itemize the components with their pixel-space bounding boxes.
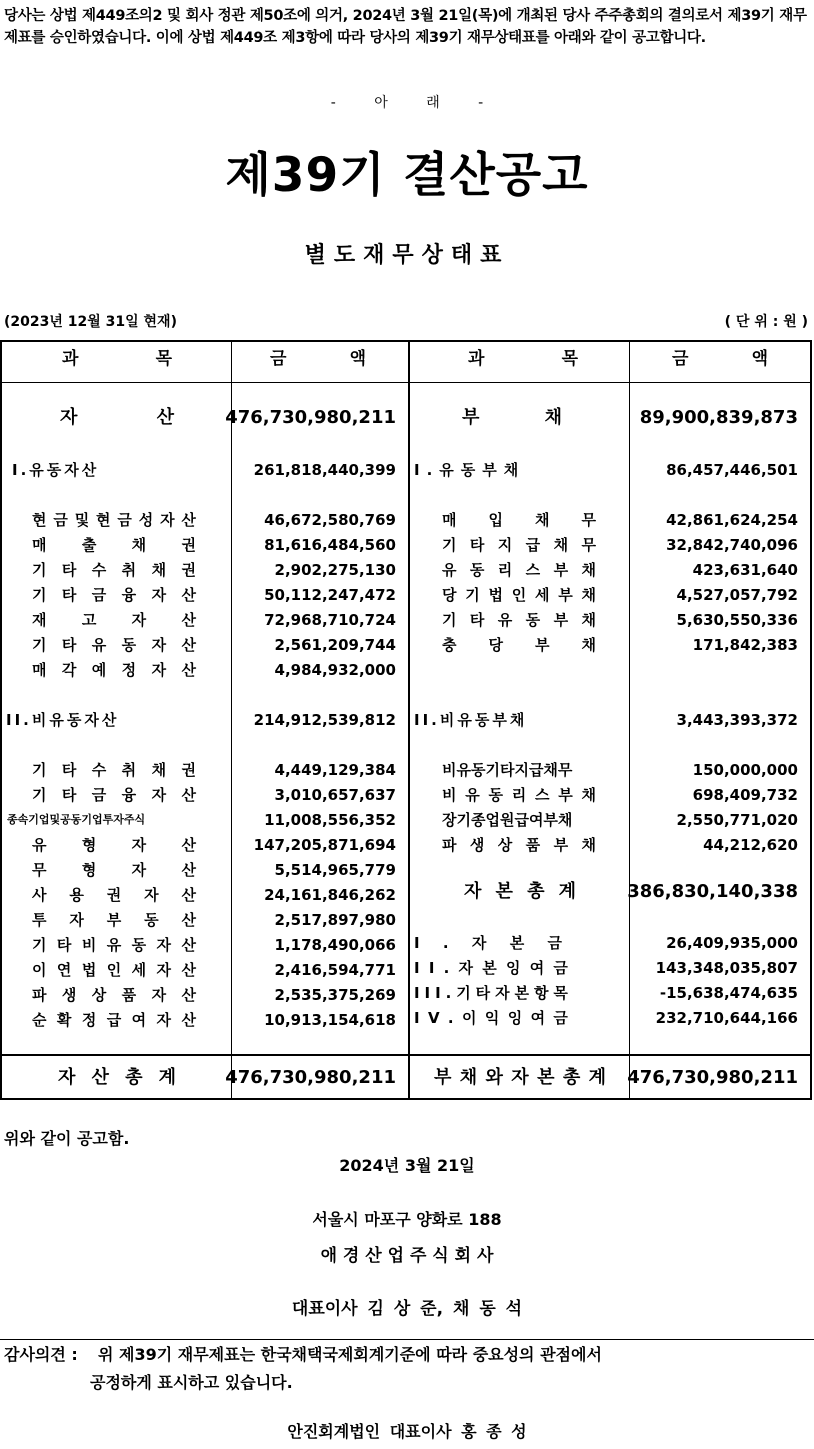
asset-item-value: 50,112,247,472 xyxy=(264,586,396,604)
column-divider xyxy=(629,342,630,1098)
liability-item-label: 기 타 유 동 부 채 xyxy=(442,611,596,629)
noncurrent-liabilities-label: II.비유동부채 xyxy=(414,711,528,729)
liability-item-value: 4,527,057,792 xyxy=(676,586,798,604)
audit-divider xyxy=(0,1339,814,1340)
asset-item-label: 기 타 비 유 동 자 산 xyxy=(32,936,196,954)
liability-item-label: 장기종업원급여부채 xyxy=(442,811,573,829)
intro-paragraph: 당사는 상법 제449조의2 및 회사 정관 제50조에 의거, 2024년 3월 21일(목)에 개최된 당사 주주총회의 결의로서 제39기 재무제표를 승인하였습니다. 이에 상법 제449조 제3항에 따라 당사의 제39기 재무상태표를 아래와 같이 공고합니다. xyxy=(4,8,807,46)
column-divider xyxy=(231,342,232,1098)
liability-item-label: 기 타 지 급 채 무 xyxy=(442,536,596,554)
liability-item-value: 42,861,624,254 xyxy=(666,511,798,529)
liability-item-label: 충 당 부 채 xyxy=(442,636,596,654)
liabilities-total: 89,900,839,873 xyxy=(639,407,798,428)
asset-item-value: 2,416,594,771 xyxy=(274,961,396,979)
equity-item-value: -15,638,474,635 xyxy=(659,984,798,1002)
asset-item-label: 기 타 수 취 채 권 xyxy=(32,761,196,779)
assets-label: 자 산 xyxy=(60,407,174,428)
liability-item-label: 비유동기타지급채무 xyxy=(442,761,573,779)
equity-label: 자 본 총 계 xyxy=(464,881,576,902)
assets-total: 476,730,980,211 xyxy=(225,407,396,428)
noncurrent-liabilities-total: 3,443,393,372 xyxy=(676,711,798,729)
asset-item-label: 종속기업및공동기업투자주식 xyxy=(7,813,146,826)
statement-subtitle: 별도재무상태표 xyxy=(304,243,510,268)
asset-item-value: 81,616,484,560 xyxy=(264,536,396,554)
asset-item-value: 2,561,209,744 xyxy=(274,636,396,654)
asset-item-label: 재 고 자 산 xyxy=(32,611,196,629)
equity-total: 386,830,140,338 xyxy=(627,881,798,902)
liabilities-equity-grand-label: 부 채 와 자 본 총 계 xyxy=(434,1067,606,1088)
asset-item-value: 46,672,580,769 xyxy=(264,511,396,529)
asset-item-label: 이 연 법 인 세 자 산 xyxy=(32,961,196,979)
asset-item-value: 2,902,275,130 xyxy=(274,561,396,579)
liability-item-value: 32,842,740,096 xyxy=(666,536,798,554)
liability-item-value: 44,212,620 xyxy=(703,836,798,854)
audit-opinion-label: 감사의견 : xyxy=(4,1345,78,1364)
right-item-header: 과 목 xyxy=(468,349,578,369)
asset-item-label: 무 형 자 산 xyxy=(32,861,196,879)
asset-item-label: 기 타 수 취 채 권 xyxy=(32,561,196,579)
liability-item-label: 매 입 채 무 xyxy=(442,511,596,529)
ceo-names: 대표이사 김 상 준, 채 동 석 xyxy=(291,1299,523,1319)
equity-item-value: 232,710,644,166 xyxy=(655,1009,798,1027)
asset-item-value: 10,913,154,618 xyxy=(264,1011,396,1029)
audit-opinion-line1: 위 제39기 재무제표는 한국채택국제회계기준에 따라 중요성의 관점에서 xyxy=(98,1345,602,1364)
date-note: (2023년 12월 31일 현재) xyxy=(4,314,177,330)
asset-item-value: 1,178,490,066 xyxy=(274,936,396,954)
liability-item-value: 5,630,550,336 xyxy=(676,611,798,629)
noncurrent-assets-total: 214,912,539,812 xyxy=(253,711,396,729)
section-marker: - 아 래 - xyxy=(330,95,484,111)
liability-item-label: 비 유 동 리 스 부 채 xyxy=(442,786,596,804)
asset-item-label: 기 타 유 동 자 산 xyxy=(32,636,196,654)
asset-item-label: 파 생 상 품 자 산 xyxy=(32,986,196,1004)
current-assets-total: 261,818,440,399 xyxy=(253,461,396,479)
announcement-date: 2024년 3월 21일 xyxy=(339,1156,475,1175)
asset-item-label: 현 금 및 현 금 성 자 산 xyxy=(32,511,196,529)
company-address: 서울시 마포구 양화로 188 xyxy=(312,1210,502,1229)
page-title: 제39기 결산공고 xyxy=(225,148,589,203)
liability-item-value: 171,842,383 xyxy=(692,636,798,654)
equity-item-label: I . 자 본 금 xyxy=(414,934,562,952)
asset-item-label: 매 각 예 정 자 산 xyxy=(32,661,196,679)
closing-statement: 위와 같이 공고함. xyxy=(4,1129,130,1148)
equity-item-label: I I I . 기 타 자 본 항 목 xyxy=(414,984,568,1002)
liabilities-equity-grand-total: 476,730,980,211 xyxy=(627,1067,798,1088)
asset-item-value: 11,008,556,352 xyxy=(264,811,396,829)
header-divider xyxy=(2,382,810,383)
unit-note: ( 단 위 : 원 ) xyxy=(724,314,808,330)
asset-item-value: 4,984,932,000 xyxy=(274,661,396,679)
asset-item-label: 기 타 금 융 자 산 xyxy=(32,586,196,604)
column-divider xyxy=(408,342,410,1098)
asset-item-value: 72,968,710,724 xyxy=(264,611,396,629)
asset-item-label: 유 형 자 산 xyxy=(32,836,196,854)
asset-item-label: 순 확 정 급 여 자 산 xyxy=(32,1011,196,1029)
noncurrent-assets-label: II.비유동자산 xyxy=(6,711,120,729)
assets-grand-total: 476,730,980,211 xyxy=(225,1067,396,1088)
asset-item-value: 2,535,375,269 xyxy=(274,986,396,1004)
asset-item-value: 147,205,871,694 xyxy=(253,836,396,854)
balance-sheet-table xyxy=(0,340,812,1100)
audit-opinion-line2: 공정하게 표시하고 있습니다. xyxy=(90,1373,293,1392)
current-liabilities-label: I.유동부채 xyxy=(414,461,526,479)
liability-item-label: 유 동 리 스 부 채 xyxy=(442,561,596,579)
asset-item-value: 3,010,657,637 xyxy=(274,786,396,804)
asset-item-label: 투 자 부 동 산 xyxy=(32,911,196,929)
equity-item-value: 143,348,035,807 xyxy=(655,959,798,977)
liabilities-label: 부 채 xyxy=(462,407,562,428)
liability-item-value: 2,550,771,020 xyxy=(676,811,798,829)
asset-item-label: 기 타 금 융 자 산 xyxy=(32,786,196,804)
asset-item-value: 2,517,897,980 xyxy=(274,911,396,929)
company-name: 애 경 산 업 주 식 회 사 xyxy=(320,1246,494,1266)
asset-item-label: 사 용 권 자 산 xyxy=(32,886,196,904)
liability-item-label: 당 기 법 인 세 부 채 xyxy=(442,586,596,604)
current-assets-label: I.유동자산 xyxy=(12,461,100,479)
equity-item-value: 26,409,935,000 xyxy=(666,934,798,952)
right-amount-header: 금 액 xyxy=(672,349,768,369)
liability-item-value: 698,409,732 xyxy=(692,786,798,804)
asset-item-value: 5,514,965,779 xyxy=(274,861,396,879)
asset-item-value: 4,449,129,384 xyxy=(274,761,396,779)
equity-item-label: I V . 이 익 잉 여 금 xyxy=(414,1009,568,1027)
left-amount-header: 금 액 xyxy=(270,349,366,369)
left-item-header: 과 목 xyxy=(62,349,172,369)
equity-item-label: I I . 자 본 잉 여 금 xyxy=(414,959,568,977)
total-divider xyxy=(2,1054,810,1056)
liability-item-value: 423,631,640 xyxy=(692,561,798,579)
asset-item-label: 매 출 채 권 xyxy=(32,536,196,554)
assets-grand-label: 자 산 총 계 xyxy=(58,1067,176,1088)
liability-item-label: 파 생 상 품 부 채 xyxy=(442,836,596,854)
auditor-signature: 안진회계법인 대표이사 홍 종 성 xyxy=(287,1422,527,1441)
current-liabilities-total: 86,457,446,501 xyxy=(666,461,798,479)
asset-item-value: 24,161,846,262 xyxy=(264,886,396,904)
liability-item-value: 150,000,000 xyxy=(692,761,798,779)
